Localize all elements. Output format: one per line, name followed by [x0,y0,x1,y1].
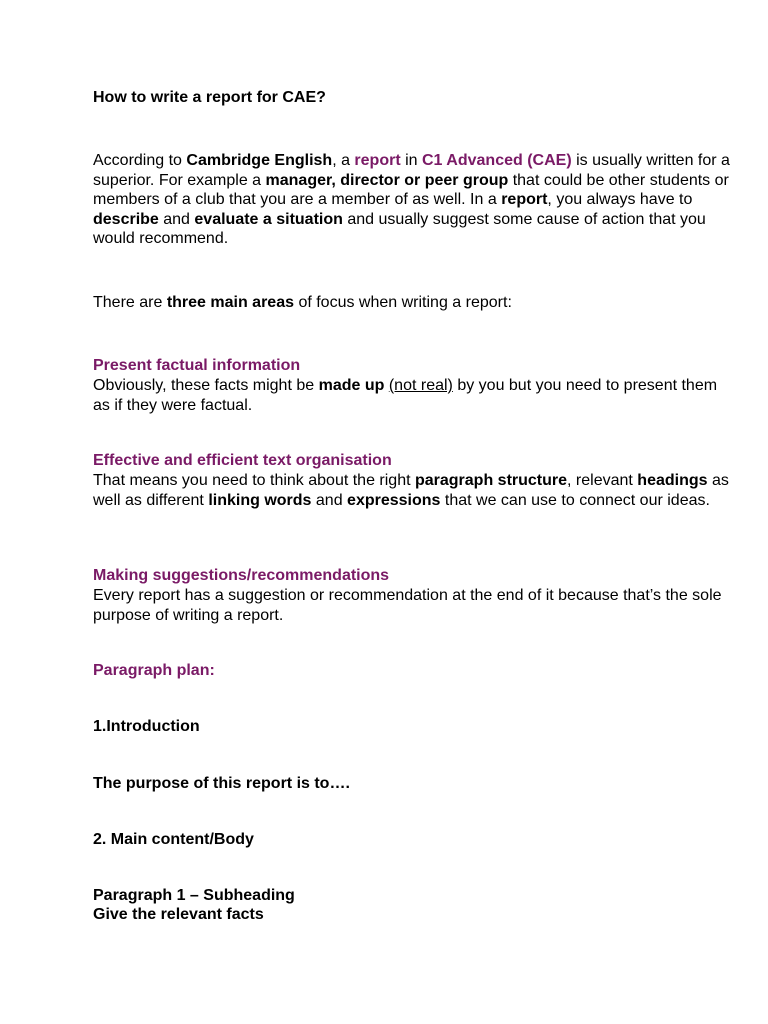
section-heading-suggestions: Making suggestions/recommendations [93,567,390,584]
intro-bold-evaluate: evaluate a situation [194,210,343,228]
organisation-text: , relevant [567,472,638,489]
section-heading-organisation: Effective and efficient text organisation [93,452,392,469]
section-body-factual [93,376,733,415]
intro-text: that could be other students or members of a club that you are a member of as well. In a [93,171,729,209]
intro-bold-describe: describe [93,210,159,228]
intro-text: is usually written for a superior. For example a [93,152,730,189]
organisation-bold: linking words [208,491,312,509]
areas-paragraph [93,293,733,313]
section-body-suggestions: Every report has a suggestion or recommendation at the end of it because that’s the sole purpose of writing a report. [93,587,722,624]
intro-bold-cambridge: Cambridge English [186,152,333,169]
intro-text: in [400,152,422,169]
factual-bold: made up [318,377,385,394]
intro-highlight-report: report [354,152,401,169]
plan-main-content-label: 2. Main content/Body [93,831,254,848]
intro-text: , a [332,152,355,169]
factual-text: by you but you need to present them as if they were factual. [93,377,718,414]
organisation-text: That means you need to think about the right [93,472,415,489]
factual-text: Obviously, these facts might be [93,377,319,394]
plan-facts-line: Give the relevant facts [93,906,264,923]
plan-purpose-line: The purpose of this report is to…. [93,775,350,792]
intro-text: and usually suggest some cause of action that you would recommend. [93,210,706,248]
areas-bold: three main areas [166,294,294,311]
organisation-text: that we can use to connect our ideas. [440,491,710,509]
intro-highlight-exam: C1 Advanced (CAE) [422,152,572,169]
organisation-text: and [311,491,348,509]
section-body-organisation [93,471,733,510]
organisation-bold: expressions [347,491,441,509]
factual-underlined: (not real) [388,377,453,394]
areas-text: of focus when writing a report: [294,294,512,311]
page-title: How to write a report for CAE? [93,89,326,106]
areas-text: There are [93,294,167,311]
intro-text: and [158,210,195,228]
intro-text: According to [93,152,187,169]
plan-paragraph-1-label: Paragraph 1 – Subheading [93,887,295,904]
organisation-bold: headings [637,472,708,489]
plan-introduction-label: 1.Introduction [93,718,200,735]
intro-text: , you always have to [547,191,693,209]
organisation-text: as well as different [93,472,729,509]
paragraph-plan-heading: Paragraph plan: [93,662,215,679]
intro-paragraph [93,151,733,249]
organisation-bold: paragraph structure [414,472,568,489]
intro-bold-audience: manager, director or peer group [265,171,509,189]
intro-bold-report: report [501,191,548,209]
section-heading-factual: Present factual information [93,357,301,374]
